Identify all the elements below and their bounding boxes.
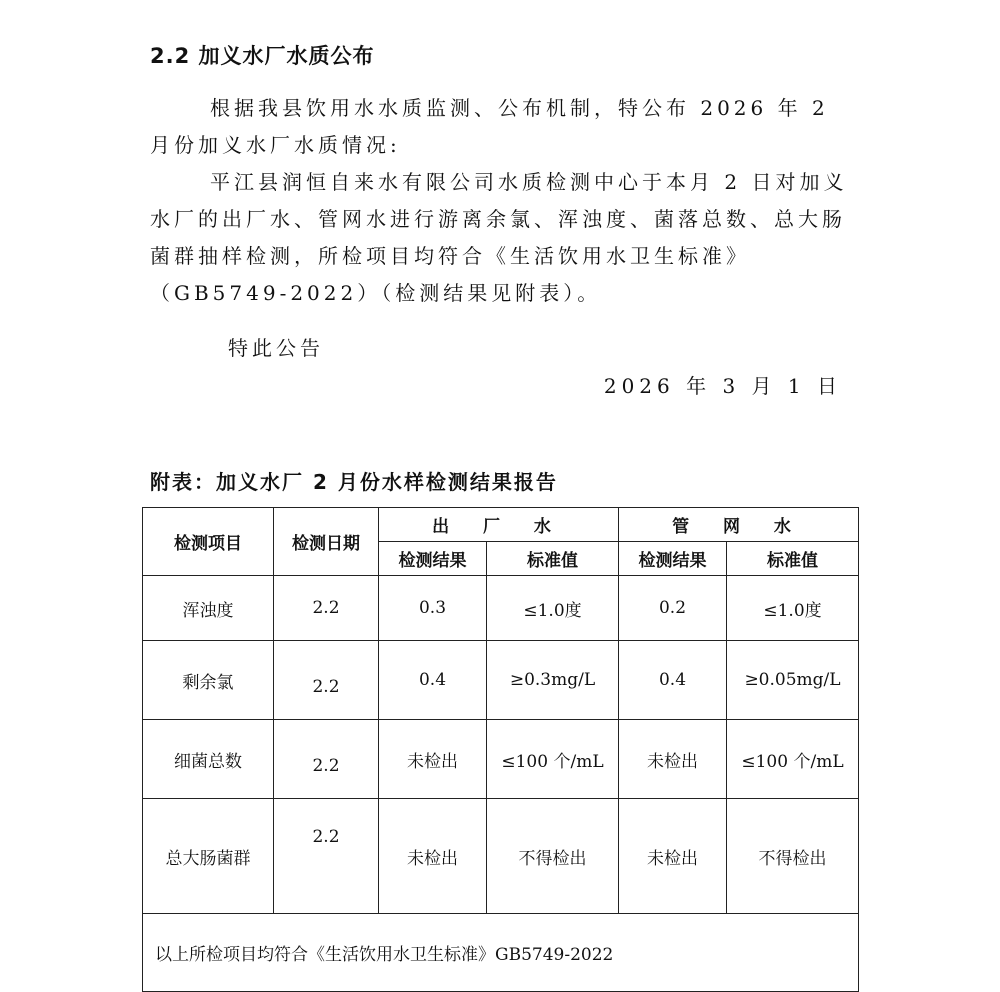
cell-item: 浑浊度 [143,576,274,641]
closing-text: 特此公告 [228,336,324,360]
header-outlet-water: 出 厂 水 [379,508,619,542]
header-outlet-standard: 标准值 [487,542,619,576]
cell-outlet-result: 未检出 [379,799,487,914]
results-table [142,507,859,992]
section-title: 2.2 加义水厂水质公布 [150,44,375,68]
cell-pipe-standard: ≥0.05mg/L [727,641,859,720]
table-note-row [143,914,859,992]
table-row [143,576,859,641]
table-note: 以上所检项目均符合《生活饮用水卫生标准》GB5749-2022 [143,914,859,992]
cell-outlet-standard: 不得检出 [487,799,619,914]
cell-outlet-standard: ≤100 个/mL [487,720,619,799]
cell-item: 总大肠菌群 [143,799,274,914]
header-pipe-result: 检测结果 [619,542,727,576]
cell-outlet-standard: ≤1.0度 [487,576,619,641]
cell-item: 细菌总数 [143,720,274,799]
cell-test-date: 2.2 [274,720,379,799]
cell-outlet-result: 0.4 [379,641,487,720]
cell-pipe-standard: ≤100 个/mL [727,720,859,799]
intro-paragraph: 根据我县饮用水水质监测、公布机制，特公布 2026 年 2 月份加义水厂水质情况: [150,96,829,157]
announcement-date: 2026 年 3 月 1 日 [603,374,842,398]
header-item: 检测项目 [143,508,274,576]
table-row [143,799,859,914]
header-pipe-water: 管 网 水 [619,508,859,542]
cell-pipe-result: 未检出 [619,720,727,799]
cell-test-date: 2.2 [274,799,379,914]
cell-item: 剩余氯 [143,641,274,720]
cell-outlet-standard: ≥0.3mg/L [487,641,619,720]
cell-outlet-result: 0.3 [379,576,487,641]
table-row [143,720,859,799]
body-paragraph: 平江县润恒自来水有限公司水质检测中心于本月 2 日对加义水厂的出厂水、管网水进行游离余氯、浑浊度、菌落总数、总大肠菌群抽样检测，所检项目均符合《生活饮用水卫生标准》（GB5749-2022）（检测结果见附表）。 [150,170,848,305]
cell-test-date: 2.2 [274,576,379,641]
cell-test-date: 2.2 [274,641,379,720]
cell-pipe-result: 0.4 [619,641,727,720]
header-pipe-standard: 标准值 [727,542,859,576]
header-test-date: 检测日期 [274,508,379,576]
table-title: 附表：加义水厂 2 月份水样检测结果报告 [150,470,558,494]
cell-outlet-result: 未检出 [379,720,487,799]
cell-pipe-result: 未检出 [619,799,727,914]
cell-pipe-result: 0.2 [619,576,727,641]
table-row [143,641,859,720]
header-outlet-result: 检测结果 [379,542,487,576]
table-header-row [143,508,859,542]
cell-pipe-standard: ≤1.0度 [727,576,859,641]
cell-pipe-standard: 不得检出 [727,799,859,914]
